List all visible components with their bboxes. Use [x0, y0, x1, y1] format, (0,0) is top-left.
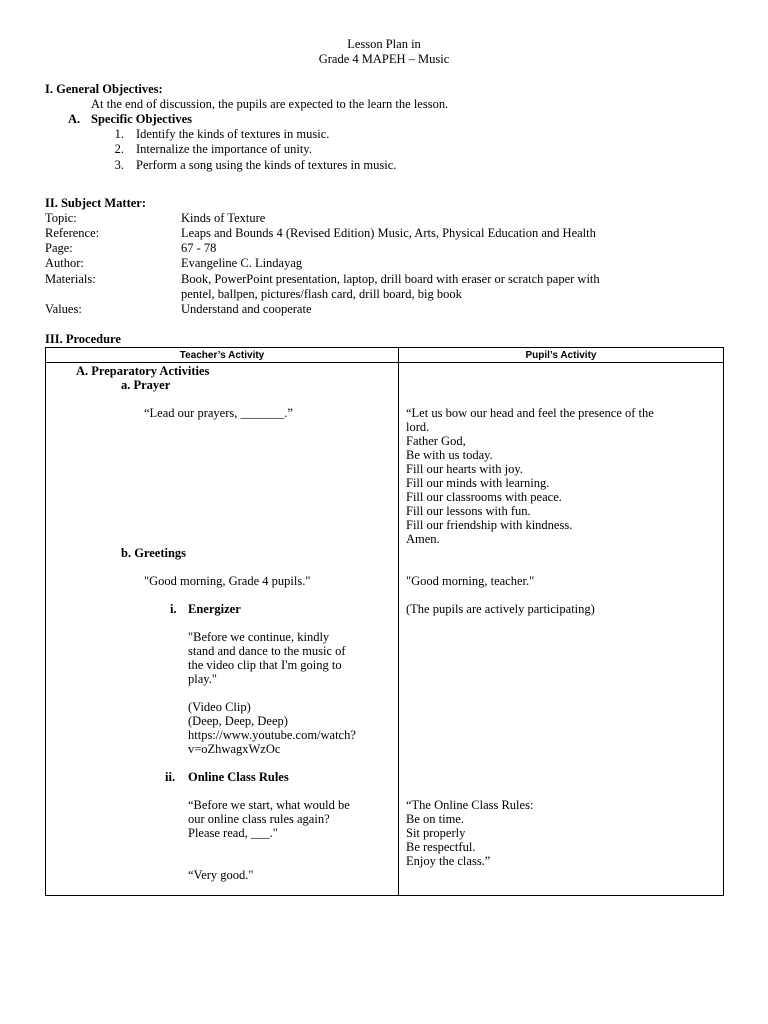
energizer-text: "Before we continue, kindly: [188, 630, 330, 644]
pupil-greeting-reply: "Good morning, teacher.": [406, 574, 535, 588]
prayer-prompt: “Lead our prayers, _______.”: [144, 406, 293, 420]
objective-number: 1.: [114, 127, 124, 141]
energizer-text: play.": [188, 672, 217, 686]
pupil-prayer-line: Amen.: [406, 532, 440, 546]
title-line-2: Grade 4 MAPEH – Music: [318, 52, 450, 66]
pupil-activity-header: Pupil’s Activity: [399, 348, 724, 363]
subject-label: Topic:: [45, 211, 77, 225]
subject-label: Page:: [45, 241, 73, 255]
energizer-text: the video clip that I'm going to: [188, 658, 342, 672]
subject-value: Evangeline C. Lindayag: [181, 256, 303, 270]
preparatory-activities-heading: A. Preparatory Activities: [76, 364, 210, 378]
pupil-activity-cell: [399, 363, 724, 896]
procedure-table: [45, 347, 724, 896]
pupil-rules-line: Sit properly: [406, 826, 466, 840]
subject-value: 67 - 78: [181, 241, 217, 255]
pupil-prayer-line: Father God,: [406, 434, 466, 448]
subject-label: Author:: [45, 256, 84, 270]
online-rules-text: our online class rules again?: [188, 812, 330, 826]
online-rules-text: Please read, ___.": [188, 826, 278, 840]
pupil-prayer-line: lord.: [406, 420, 430, 434]
video-clip-link[interactable]: https://www.youtube.com/watch?: [188, 728, 356, 742]
general-objectives-intro: At the end of discussion, the pupils are expected to the learn the lesson.: [91, 97, 449, 111]
video-clip-link[interactable]: v=oZhwagxWzOc: [188, 742, 281, 756]
greetings-heading: b. Greetings: [121, 546, 187, 560]
subject-label: Values:: [45, 302, 82, 316]
pupil-prayer-line: Fill our minds with learning.: [406, 476, 550, 490]
subject-label: Materials:: [45, 272, 96, 286]
very-good-line: “Very good.": [188, 868, 254, 882]
procedure-heading: III. Procedure: [45, 332, 121, 346]
general-objectives-heading: I. General Objectives:: [45, 82, 163, 96]
objective-number: 2.: [114, 142, 124, 156]
energizer-number: i.: [170, 602, 177, 616]
objective-item: Internalize the importance of unity.: [136, 142, 312, 156]
pupil-prayer-line: Fill our lessons with fun.: [406, 504, 531, 518]
objective-item: Identify the kinds of textures in music.: [136, 127, 330, 141]
pupil-rules-line: Be respectful.: [406, 840, 476, 854]
teacher-activity-cell: [46, 363, 399, 896]
subject-label: Reference:: [45, 226, 100, 240]
energizer-heading: Energizer: [188, 602, 241, 616]
pupil-rules-line: Be on time.: [406, 812, 464, 826]
pupil-prayer-line: “Let us bow our head and feel the presence of the: [406, 406, 654, 420]
subject-value: Book, PowerPoint presentation, laptop, drill board with eraser or scratch paper with: [181, 272, 600, 286]
energizer-text: stand and dance to the music of: [188, 644, 346, 658]
teacher-activity-header: Teacher’s Activity: [46, 348, 399, 363]
subject-value: Kinds of Texture: [181, 211, 266, 225]
specific-objectives-heading: Specific Objectives: [91, 112, 193, 126]
pupil-rules-line: “The Online Class Rules:: [406, 798, 534, 812]
pupil-prayer-line: Fill our friendship with kindness.: [406, 518, 573, 532]
prayer-heading: a. Prayer: [121, 378, 171, 392]
subject-value: Leaps and Bounds 4 (Revised Edition) Music, Arts, Physical Education and Health: [181, 226, 596, 240]
pupil-prayer-line: Be with us today.: [406, 448, 493, 462]
specific-objectives-marker: A.: [68, 112, 81, 126]
pupil-energizer-reply: (The pupils are actively participating): [406, 602, 595, 616]
pupil-rules-line: Enjoy the class.”: [406, 854, 491, 868]
title-line-1: Lesson Plan in: [347, 37, 421, 51]
online-rules-number: ii.: [165, 770, 176, 784]
subject-value: Understand and cooperate: [181, 302, 312, 316]
subject-value-continued: pentel, ballpen, pictures/flash card, drill board, big book: [181, 287, 462, 301]
objective-item: Perform a song using the kinds of textures in music.: [136, 158, 397, 172]
online-rules-heading: Online Class Rules: [188, 770, 289, 784]
video-clip-text: (Deep, Deep, Deep): [188, 714, 288, 728]
pupil-prayer-line: Fill our classrooms with peace.: [406, 490, 562, 504]
pupil-prayer-line: Fill our hearts with joy.: [406, 462, 523, 476]
greetings-line: "Good morning, Grade 4 pupils.": [144, 574, 311, 588]
online-rules-text: “Before we start, what would be: [188, 798, 350, 812]
video-clip-text: (Video Clip): [188, 700, 251, 714]
subject-matter-heading: II. Subject Matter:: [45, 196, 147, 210]
objective-number: 3.: [114, 158, 124, 172]
